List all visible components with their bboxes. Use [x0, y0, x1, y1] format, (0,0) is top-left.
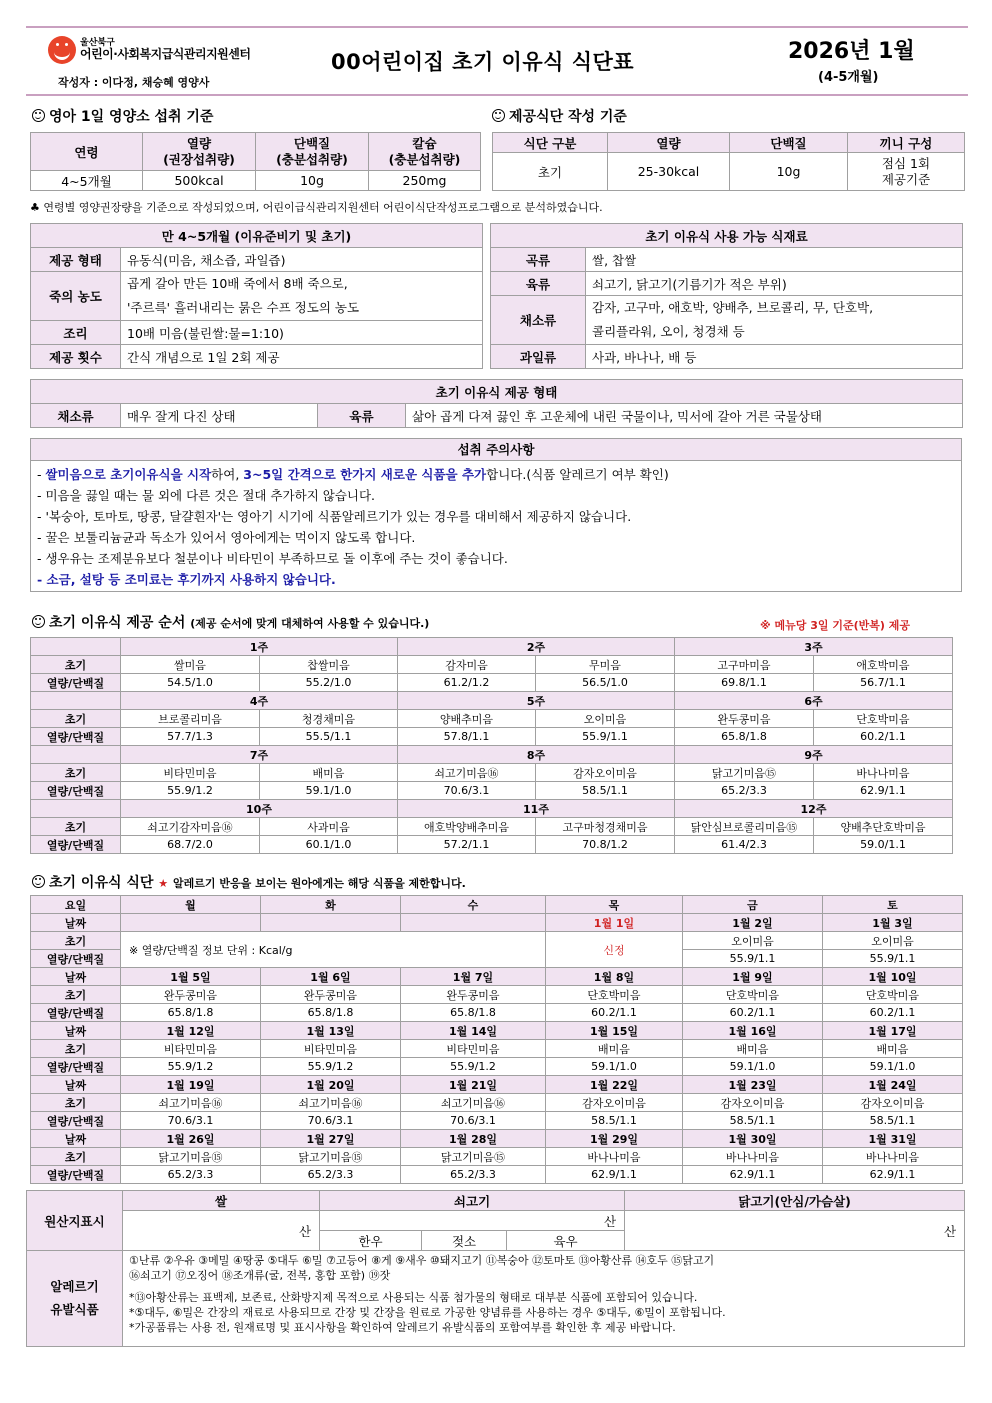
ingredients-table — [490, 223, 963, 369]
menu-item: 닭고기미음⑮ — [121, 1148, 261, 1166]
smile-logo-icon — [48, 36, 76, 64]
menu-nut-value: 62.9/1.1 — [546, 1166, 683, 1184]
order-menu-label: 초기 — [31, 710, 121, 728]
menu-date-label: 날짜 — [31, 1076, 121, 1094]
origin-rice-value: 산 — [123, 1211, 320, 1251]
menu-nut-value: 65.2/3.3 — [121, 1166, 261, 1184]
menu-nut-value: 59.1/1.0 — [683, 1058, 823, 1076]
order-week-corner — [31, 800, 121, 818]
stage-label: 제공 형태 — [31, 248, 121, 272]
menu-date: 1월 3일 — [823, 914, 963, 932]
order-menu-item: 오이미음 — [536, 710, 675, 728]
caution-box — [30, 438, 962, 592]
origin-beef-header: 쇠고기 — [320, 1191, 625, 1211]
menu-item-label: 초기 — [31, 1094, 121, 1112]
order-nut-label: 열량/단백질 — [31, 674, 121, 692]
menu-date: 1월 9일 — [683, 968, 823, 986]
criteria-protein-value: 10g — [730, 153, 848, 191]
menu-date — [261, 914, 401, 932]
menu-nut-value: 70.6/3.1 — [401, 1112, 546, 1130]
order-nut-value: 57.8/1.1 — [398, 728, 536, 746]
menu-nut-value: 65.2/3.3 — [401, 1166, 546, 1184]
allergy-note: *⑤대두, ⑥밀은 간장의 재료로 사용되므로 간장 및 간장을 원료로 가공한 양념류를 사용하는 경우 ⑤대두, ⑥밀이 포함됩니다. — [129, 1306, 726, 1319]
menu-item-label: 초기 — [31, 986, 121, 1004]
menu-item: 배미음 — [546, 1040, 683, 1058]
criteria-energy-header: 열량 — [608, 133, 730, 153]
menu-date: 1월 15일 — [546, 1022, 683, 1040]
order-nut-value: 56.5/1.0 — [536, 674, 675, 692]
center-logo — [48, 36, 250, 64]
menu-nut-value: 59.1/1.0 — [546, 1058, 683, 1076]
order-nut-value: 55.9/1.2 — [121, 782, 260, 800]
menu-item: 단호박미음 — [683, 986, 823, 1004]
menu-day-header: 토 — [823, 896, 963, 914]
stage-label: 제공 횟수 — [31, 345, 121, 369]
order-menu-label: 초기 — [31, 818, 121, 836]
ingredient-value: 사과, 바나나, 배 등 — [586, 345, 963, 369]
caution-item: - 미음을 끓일 때는 물 외에 다른 것은 절대 추가하지 않습니다. — [37, 488, 376, 503]
order-menu-label: 초기 — [31, 764, 121, 782]
menu-date-label: 날짜 — [31, 1022, 121, 1040]
order-nut-value: 68.7/2.0 — [121, 836, 260, 854]
caution-title: 섭취 주의사항 — [31, 439, 961, 461]
order-menu-item: 사과미음 — [260, 818, 398, 836]
allergy-label: 알레르기 유발식품 — [27, 1251, 123, 1347]
order-nut-value: 59.0/1.1 — [814, 836, 953, 854]
order-section-title: 초기 이유식 제공 순서 (제공 순서에 맞게 대체하여 사용할 수 있습니다.) — [32, 612, 429, 632]
criteria-table — [492, 132, 965, 191]
form-meat-label: 육류 — [318, 404, 406, 428]
unit-note: ※ 열량/단백질 정보 단위 : Kcal/g — [121, 932, 546, 968]
caution-item: - 소금, 설탕 등 조미료는 후기까지 사용하지 않습니다. — [37, 572, 336, 587]
order-nut-value: 59.1/1.0 — [260, 782, 398, 800]
order-nut-value: 55.5/1.1 — [260, 728, 398, 746]
order-week-header: 9주 — [675, 746, 953, 764]
order-nut-value: 60.1/1.0 — [260, 836, 398, 854]
order-nut-value: 55.9/1.1 — [536, 728, 675, 746]
order-nut-value: 58.5/1.1 — [536, 782, 675, 800]
menu-nut-value: 65.8/1.8 — [401, 1004, 546, 1022]
menu-item: 비타민미음 — [121, 1040, 261, 1058]
menu-nut-label: 열량/단백질 — [31, 1112, 121, 1130]
menu-item: 바나나미음 — [823, 1148, 963, 1166]
order-menu-item: 비타민미음 — [121, 764, 260, 782]
ingredient-label: 과일류 — [491, 345, 586, 369]
menu-nut-value: 58.5/1.1 — [823, 1112, 963, 1130]
menu-nut-value: 70.6/3.1 — [121, 1112, 261, 1130]
order-nut-value: 55.2/1.0 — [260, 674, 398, 692]
order-menu-item: 감자미음 — [398, 656, 536, 674]
menu-item: 쇠고기미음⑯ — [401, 1094, 546, 1112]
menu-date-label: 날짜 — [31, 914, 121, 932]
intake-table — [30, 132, 481, 191]
origin-hanwoo: 한우 — [320, 1231, 422, 1251]
menu-date: 1월 21일 — [401, 1076, 546, 1094]
menu-date: 1월 5일 — [121, 968, 261, 986]
form-table — [30, 379, 963, 428]
origin-dairy: 젖소 — [422, 1231, 507, 1251]
order-menu-item: 애호박양배추미음 — [398, 818, 536, 836]
caution-item: - '복숭아, 토마토, 땅콩, 달걀흰자'는 영아기 시기에 식품알레르기가 있는 경우를 대비해서 제공하지 않습니다. — [37, 509, 632, 524]
menu-item: 닭고기미음⑮ — [401, 1148, 546, 1166]
menu-date: 1월 6일 — [261, 968, 401, 986]
intake-energy-header: 열량 (권장섭취량) — [143, 133, 256, 171]
allergy-note: *⑬아황산류는 표백제, 보존료, 산화방지제 목적으로 사용되는 식품 첨가물의 형태로 대부분 식품에 포함되어 있습니다. — [129, 1291, 698, 1304]
criteria-meal-header: 끼니 구성 — [848, 133, 965, 153]
order-menu-item: 바나나미음 — [814, 764, 953, 782]
menu-nut-value: 55.9/1.2 — [401, 1058, 546, 1076]
menu-date: 1월 30일 — [683, 1130, 823, 1148]
form-veg-value: 매우 잘게 다진 상태 — [121, 404, 318, 428]
menu-nut-value: 55.9/1.1 — [823, 950, 963, 968]
menu-date: 1월 12일 — [121, 1022, 261, 1040]
menu-item: 완두콩미음 — [121, 986, 261, 1004]
menu-nut-value: 55.9/1.2 — [121, 1058, 261, 1076]
menu-nut-value: 62.9/1.1 — [823, 1166, 963, 1184]
holiday-label: 신정 — [546, 932, 683, 968]
order-menu-item: 무미음 — [536, 656, 675, 674]
order-menu-item: 닭고기미음⑮ — [675, 764, 814, 782]
stage-title: 만 4~5개월 (이유준비기 및 초기) — [31, 224, 483, 248]
origin-rice-header: 쌀 — [123, 1191, 320, 1211]
smile-icon — [32, 875, 45, 888]
order-menu-item: 감자오이미음 — [536, 764, 675, 782]
intake-protein-value: 10g — [256, 171, 369, 191]
order-nut-label: 열량/단백질 — [31, 728, 121, 746]
menu-nut-value: 65.8/1.8 — [121, 1004, 261, 1022]
smile-icon — [492, 109, 505, 122]
stage-value: 곱게 갈아 만든 10배 죽에서 8배 죽으로, '주르륵' 흘러내리는 묽은 수프 정도의 농도 — [121, 272, 483, 321]
menu-date: 1월 10일 — [823, 968, 963, 986]
menu-date: 1월 7일 — [401, 968, 546, 986]
menu-nut-value: 62.9/1.1 — [683, 1166, 823, 1184]
order-nut-value: 61.2/1.2 — [398, 674, 536, 692]
order-menu-item: 애호박미음 — [814, 656, 953, 674]
menu-nut-value: 58.5/1.1 — [546, 1112, 683, 1130]
allergy-list: ①난류 ②우유 ③메밀 ④땅콩 ⑤대두 ⑥밀 ⑦고등어 ⑧게 ⑨새우 ⑩돼지고기 ⑪복숭아 ⑫토마토 ⑬아황산류 ⑭호두 ⑮닭고기 — [129, 1254, 715, 1267]
menu-table — [30, 895, 963, 1184]
order-menu-item: 청경채미음 — [260, 710, 398, 728]
menu-date: 1월 24일 — [823, 1076, 963, 1094]
origin-label: 원산지표시 — [27, 1191, 123, 1251]
menu-item: 단호박미음 — [546, 986, 683, 1004]
order-menu-item: 쌀미음 — [121, 656, 260, 674]
origin-chicken-value: 산 — [625, 1211, 965, 1251]
menu-day-label: 요일 — [31, 896, 121, 914]
order-menu-item: 배미음 — [260, 764, 398, 782]
order-menu-label: 초기 — [31, 656, 121, 674]
menu-nut-value: 70.6/3.1 — [261, 1112, 401, 1130]
menu-date: 1월 27일 — [261, 1130, 401, 1148]
stage-label: 죽의 농도 — [31, 272, 121, 321]
star-icon: ★ — [158, 877, 169, 890]
order-week-header: 6주 — [675, 692, 953, 710]
menu-date: 1월 26일 — [121, 1130, 261, 1148]
order-nut-value: 62.9/1.1 — [814, 782, 953, 800]
menu-date: 1월 23일 — [683, 1076, 823, 1094]
menu-nut-value: 55.9/1.2 — [261, 1058, 401, 1076]
order-menu-item: 쇠고기감자미음⑯ — [121, 818, 260, 836]
order-week-header: 11주 — [398, 800, 675, 818]
menu-date: 1월 13일 — [261, 1022, 401, 1040]
order-nut-value: 56.7/1.1 — [814, 674, 953, 692]
criteria-protein-header: 단백질 — [730, 133, 848, 153]
order-week-header: 3주 — [675, 638, 953, 656]
order-week-header: 2주 — [398, 638, 675, 656]
order-nut-value: 54.5/1.0 — [121, 674, 260, 692]
intake-age-value: 4~5개월 — [31, 171, 143, 191]
intake-energy-value: 500kcal — [143, 171, 256, 191]
smile-icon — [32, 109, 45, 122]
menu-item: 비타민미음 — [261, 1040, 401, 1058]
menu-nut-value: 59.1/1.0 — [823, 1058, 963, 1076]
menu-date — [401, 914, 546, 932]
ingredient-label: 육류 — [491, 272, 586, 296]
order-week-header: 4주 — [121, 692, 398, 710]
origin-allergy-table — [26, 1190, 965, 1347]
order-week-corner — [31, 638, 121, 656]
menu-item: 감자오이미음 — [546, 1094, 683, 1112]
order-nut-value: 70.6/3.1 — [398, 782, 536, 800]
menu-date: 1월 22일 — [546, 1076, 683, 1094]
menu-nut-value: 65.2/3.3 — [261, 1166, 401, 1184]
intake-calcium-value: 250mg — [369, 171, 481, 191]
menu-nut-value: 60.2/1.1 — [823, 1004, 963, 1022]
smile-icon — [32, 615, 45, 628]
order-menu-item: 양배추미음 — [398, 710, 536, 728]
menu-nut-label: 열량/단백질 — [31, 1058, 121, 1076]
menu-item: 오이미음 — [683, 932, 823, 950]
order-nut-value: 57.2/1.1 — [398, 836, 536, 854]
order-nut-value: 60.2/1.1 — [814, 728, 953, 746]
order-nut-label: 열량/단백질 — [31, 836, 121, 854]
menu-nut-label: 열량/단백질 — [31, 950, 121, 968]
menu-nut-value: 60.2/1.1 — [683, 1004, 823, 1022]
menu-item: 쇠고기미음⑯ — [261, 1094, 401, 1112]
allergy-note: *가공품류는 사용 전, 원재료명 및 표시사항을 확인하여 알레르기 유발식품의 포함여부를 확인한 후 제공 바랍니다. — [129, 1321, 676, 1334]
order-week-header: 1주 — [121, 638, 398, 656]
ingredient-value: 쌀, 찹쌀 — [586, 248, 963, 272]
order-nut-value: 65.8/1.8 — [675, 728, 814, 746]
analysis-footnote: ♣ 연령별 영양권장량을 기준으로 작성되었으며, 어린이급식관리지원센터 어린이식단작성프로그램으로 분석하였습니다. — [30, 201, 603, 214]
ingredient-label: 곡류 — [491, 248, 586, 272]
order-week-header: 10주 — [121, 800, 398, 818]
menu-item: 완두콩미음 — [261, 986, 401, 1004]
criteria-type-value: 초기 — [493, 153, 608, 191]
menu-date: 1월 28일 — [401, 1130, 546, 1148]
menu-date: 1월 20일 — [261, 1076, 401, 1094]
order-week-corner — [31, 746, 121, 764]
menu-item: 단호박미음 — [823, 986, 963, 1004]
criteria-type-header: 식단 구분 — [493, 133, 608, 153]
origin-beef-value: 산 — [320, 1211, 625, 1231]
menu-item-label: 초기 — [31, 1040, 121, 1058]
menu-item: 바나나미음 — [546, 1148, 683, 1166]
menu-section-title: 초기 이유식 식단 ★ 알레르기 반응을 보이는 원아에게는 해당 식품을 제한합니다. — [32, 872, 466, 892]
menu-item-label: 초기 — [31, 932, 121, 950]
order-week-header: 5주 — [398, 692, 675, 710]
caution-item: - 쌀미음으로 초기이유식을 시작하여, 3~5일 간격으로 한가지 새로운 식품을 추가합니다.(식품 알레르기 여부 확인) — [37, 467, 669, 482]
page-title: 00어린이집 초기 이유식 식단표 — [331, 50, 635, 74]
allergy-content — [123, 1251, 965, 1347]
menu-nut-value: 55.9/1.1 — [683, 950, 823, 968]
menu-item: 오이미음 — [823, 932, 963, 950]
intake-protein-header: 단백질 (충분섭취량) — [256, 133, 369, 171]
order-week-header: 12주 — [675, 800, 953, 818]
menu-nut-value: 65.8/1.8 — [261, 1004, 401, 1022]
origin-chicken-header: 닭고기(안심/가슴살) — [625, 1191, 965, 1211]
criteria-meal-value: 점심 1회 제공기준 — [848, 153, 965, 191]
header-divider — [26, 94, 968, 96]
order-table — [30, 637, 953, 854]
menu-nut-value: 58.5/1.1 — [683, 1112, 823, 1130]
stage-label: 조리 — [31, 321, 121, 345]
menu-nut-label: 열량/단백질 — [31, 1004, 121, 1022]
menu-date: 1월 31일 — [823, 1130, 963, 1148]
order-menu-item: 고구마미음 — [675, 656, 814, 674]
menu-date — [121, 914, 261, 932]
menu-date: 1월 29일 — [546, 1130, 683, 1148]
intake-section-title: 영아 1일 영양소 섭취 기준 — [32, 106, 213, 126]
menu-item: 완두콩미음 — [401, 986, 546, 1004]
order-nut-value: 61.4/2.3 — [675, 836, 814, 854]
order-menu-item: 브로콜리미음 — [121, 710, 260, 728]
stage-value: 유동식(미음, 채소즙, 과일즙) — [121, 248, 483, 272]
menu-day-header: 월 — [121, 896, 261, 914]
order-menu-item: 닭안심브로콜리미음⑮ — [675, 818, 814, 836]
menu-day-header: 수 — [401, 896, 546, 914]
menu-date: 1월 14일 — [401, 1022, 546, 1040]
menu-item: 감자오이미음 — [823, 1094, 963, 1112]
caution-item: - 꿀은 보툴리늄균과 독소가 있어서 영아에게는 먹이지 않도록 합니다. — [37, 530, 416, 545]
order-nut-label: 열량/단백질 — [31, 782, 121, 800]
menu-item: 배미음 — [823, 1040, 963, 1058]
menu-item: 바나나미음 — [683, 1148, 823, 1166]
writer-info: 작성자 : 이다정, 채승혜 영양사 — [58, 76, 210, 89]
form-veg-label: 채소류 — [31, 404, 121, 428]
menu-date: 1월 1일 — [546, 914, 683, 932]
order-repeat-note: ※ 메뉴당 3일 기준(반복) 제공 — [760, 619, 910, 632]
order-menu-item: 완두콩미음 — [675, 710, 814, 728]
menu-date: 1월 17일 — [823, 1022, 963, 1040]
page-header — [26, 28, 968, 94]
menu-date: 1월 2일 — [683, 914, 823, 932]
menu-day-header: 화 — [261, 896, 401, 914]
menu-date: 1월 16일 — [683, 1022, 823, 1040]
order-week-header: 8주 — [398, 746, 675, 764]
caution-item: - 생우유는 조제분유보다 철분이나 비타민이 부족하므로 돌 이후에 주는 것이 좋습니다. — [37, 551, 508, 566]
stage-table — [30, 223, 483, 369]
menu-item: 비타민미음 — [401, 1040, 546, 1058]
menu-item-label: 초기 — [31, 1148, 121, 1166]
intake-age-header: 연령 — [31, 133, 143, 171]
menu-day-header: 금 — [683, 896, 823, 914]
menu-date: 1월 8일 — [546, 968, 683, 986]
menu-item: 쇠고기미음⑯ — [121, 1094, 261, 1112]
order-menu-item: 단호박미음 — [814, 710, 953, 728]
stage-value: 간식 개념으로 1일 2회 제공 — [121, 345, 483, 369]
allergy-list: ⑯쇠고기 ⑰오징어 ⑱조개류(굴, 전복, 홍합 포함) ⑲잣 — [129, 1269, 391, 1282]
criteria-energy-value: 25-30kcal — [608, 153, 730, 191]
ingredient-label: 채소류 — [491, 296, 586, 345]
order-nut-value: 65.2/3.3 — [675, 782, 814, 800]
form-meat-value: 삶아 곱게 다져 끓인 후 고운체에 내린 국물이나, 믹서에 갈아 거른 국물상태 — [406, 404, 963, 428]
order-menu-item: 쇠고기미음⑯ — [398, 764, 536, 782]
order-week-header: 7주 — [121, 746, 398, 764]
order-week-corner — [31, 692, 121, 710]
age-range: (4-5개월) — [818, 70, 879, 85]
menu-date-label: 날짜 — [31, 1130, 121, 1148]
menu-day-header: 목 — [546, 896, 683, 914]
ingredient-value: 쇠고기, 닭고기(기름기가 적은 부위) — [586, 272, 963, 296]
menu-month: 2026년 1월 — [788, 39, 915, 64]
ingredient-value: 감자, 고구마, 애호박, 양배추, 브로콜리, 무, 단호박, 콜리플라워, 오이, 청경채 등 — [586, 296, 963, 345]
ingredients-title: 초기 이유식 사용 가능 식재료 — [491, 224, 963, 248]
logo-name: 어린이·사회복지급식관리지원센터 — [80, 47, 251, 62]
menu-item: 감자오이미음 — [683, 1094, 823, 1112]
criteria-section-title: 제공식단 작성 기준 — [492, 106, 627, 126]
order-menu-item: 양배추단호박미음 — [814, 818, 953, 836]
order-nut-value: 57.7/1.3 — [121, 728, 260, 746]
order-menu-item: 찹쌀미음 — [260, 656, 398, 674]
stage-value: 10배 미음(불린쌀:물=1:10) — [121, 321, 483, 345]
menu-date-label: 날짜 — [31, 968, 121, 986]
order-nut-value: 70.8/1.2 — [536, 836, 675, 854]
menu-date: 1월 19일 — [121, 1076, 261, 1094]
order-nut-value: 69.8/1.1 — [675, 674, 814, 692]
order-menu-item: 고구마청경채미음 — [536, 818, 675, 836]
origin-yukwoo: 육우 — [507, 1231, 625, 1251]
logo-region: 울산북구 — [80, 37, 115, 48]
menu-nut-label: 열량/단백질 — [31, 1166, 121, 1184]
form-title: 초기 이유식 제공 형태 — [31, 380, 963, 404]
menu-item: 배미음 — [683, 1040, 823, 1058]
menu-nut-value: 60.2/1.1 — [546, 1004, 683, 1022]
menu-item: 닭고기미음⑮ — [261, 1148, 401, 1166]
intake-calcium-header: 칼슘 (충분섭취량) — [369, 133, 481, 171]
